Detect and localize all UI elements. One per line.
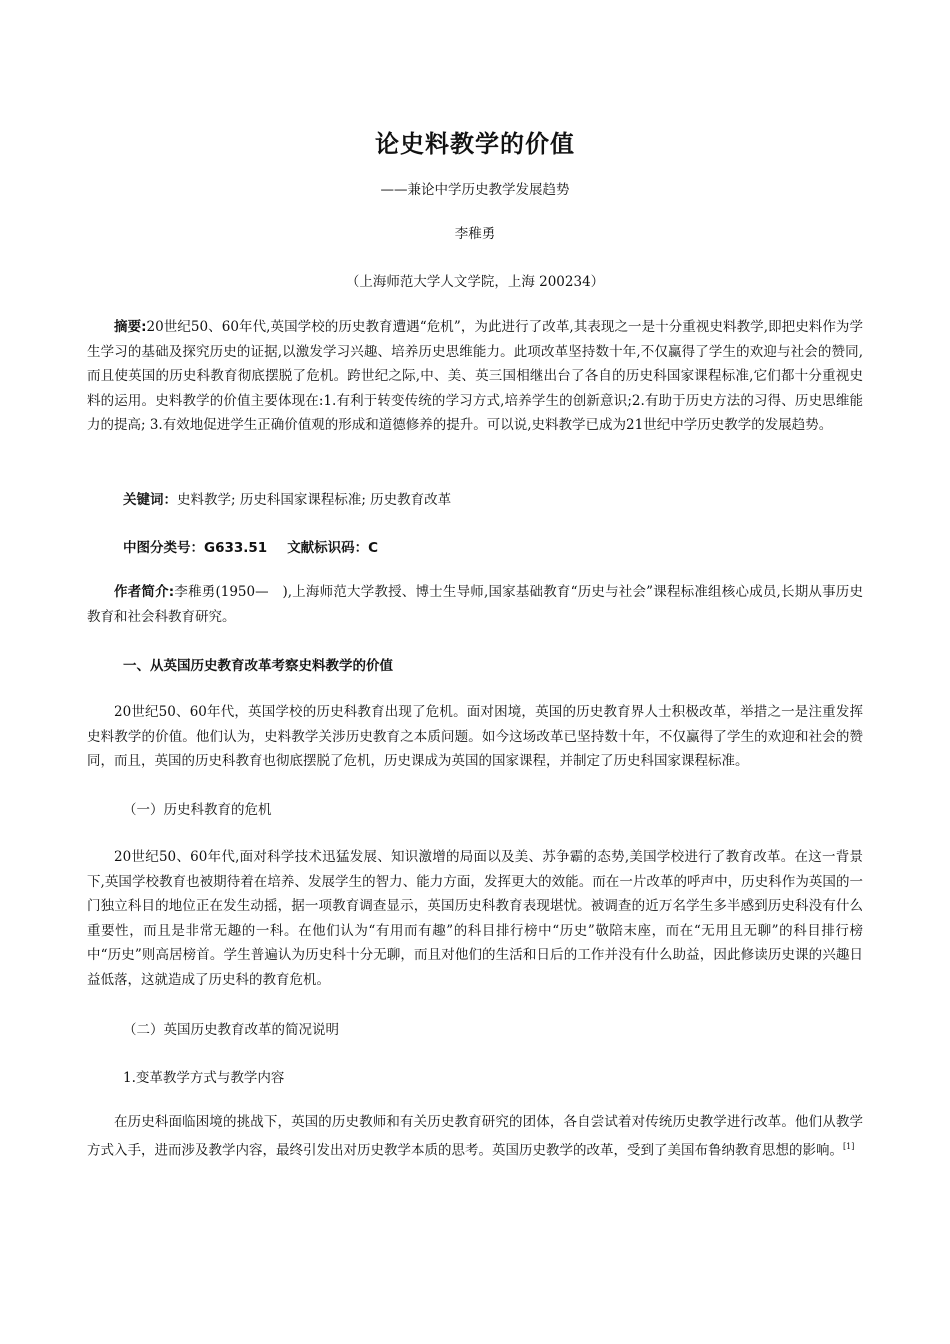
keywords (123, 488, 451, 508)
author-bio-label: 作者简介: (114, 584, 175, 600)
abstract-paragraph (87, 315, 863, 438)
classification-line (123, 536, 378, 556)
keywords-label: 关键词： (123, 492, 177, 508)
abstract-text: 20世纪50、60年代,英国学校的历史教育遭遇“危机”，为此进行了改革,其表现之一是十分重视史料教学,即把史料作为学生学习的基础及探究历史的证据,以激发学习兴趣、培养历史思维能力。此项改革坚持数十年,不仅赢得了学生的欢迎与社会的赞同,而且使英国的历史科教育彻底摆脱了危机。跨世纪之际,中、美、英三国相继出台了各自的历史科国家课程标准,它们都十分重视史料的运用。史料教学的价值主要体现在:1.有利于转变传统的学习方式,培养学生的创新意识;2.有助于历史方法的习得、历史思维能力的提高; 3.有效地促进学生正确价值观的形成和道德修养的提升。可以说,史料教学已成为21世纪中学历史教学的发展趋势。 (87, 319, 863, 433)
subsection2-paragraph (87, 1110, 863, 1163)
author-bio-text: 李稚勇(1950— ),上海师范大学教授、博士生导师,国家基础教育“历史与社会”课程标准组核心成员,长期从事历史教育和社会科教育研究。 (87, 584, 863, 625)
section-heading-1: 一、从英国历史教育改革考察史料教学的价值 (123, 658, 393, 674)
clc-number: 中图分类号：G633.51 (123, 540, 268, 556)
author-bio (87, 580, 863, 629)
subsection-heading-1: （一）历史科教育的危机 (123, 802, 272, 818)
subsection1-paragraph: 20世纪50、60年代,面对科学技术迅猛发展、知识激增的局面以及美、苏争霸的态势,美国学校进行了教育改革。在这一背景下,英国学校教育也被期待着在培养、发展学生的智力、能力方面，发挥更大的效能。而在一片改革的呼声中，历史科作为英国的一门独立科目的地位正在发生动摇，据一项教育调查显示，英国历史科教育表现堪忧。被调查的近万名学生多半感到历史科没有什么重要性，而且是非常无趣的一科。在他们认为“有用而有趣”的科目排行榜中“历史”敬陪末座，而在“无用且无聊”的科目排行榜中“历史”则高居榜首。学生普遍认为历史科十分无聊，而且对他们的生活和日后的工作并没有什么助益，因此修读历史课的兴趣日益低落，这就造成了历史科的教育危机。 (87, 849, 863, 988)
paper-title: 论史料教学的价值 (375, 130, 575, 158)
document-code: 文献标识码：C (287, 540, 379, 556)
keywords-text: 史料教学; 历史科国家课程标准; 历史教育改革 (177, 492, 452, 508)
subsection2-text: 在历史科面临困境的挑战下，英国的历史教师和有关历史教育研究的团体，各自尝试着对传统历史教学进行改革。他们从教学方式入手，进而涉及教学内容，最终引发出对历史教学本质的思考。英国历史教学的改革，受到了美国布鲁纳教育思想的影响。 (87, 1114, 863, 1158)
subsection2-item-1: 1.变革教学方式与教学内容 (123, 1070, 285, 1086)
section1-paragraph: 20世纪50、60年代，英国学校的历史科教育出现了危机。面对困境，英国的历史教育界人士积极改革，举措之一是注重发挥史料教学的价值。他们认为，史料教学关涉历史教育之本质问题。如今这场改革已坚持数十年，不仅赢得了学生的欢迎和社会的赞同，而且，英国的历史科教育也彻底摆脱了危机，历史课成为英国的国家课程，并制定了历史科国家课程标准。 (87, 704, 863, 769)
paper-subtitle: ——兼论中学历史教学发展趋势 (380, 182, 570, 198)
abstract-label: 摘要: (114, 319, 147, 335)
reference-marker[interactable]: [1] (843, 1141, 855, 1151)
author-affiliation: （上海师范大学人文学院，上海 200234） (345, 274, 605, 290)
author-name: 李稚勇 (454, 226, 496, 242)
subsection-heading-2: （二）英国历史教育改革的简况说明 (123, 1022, 339, 1038)
